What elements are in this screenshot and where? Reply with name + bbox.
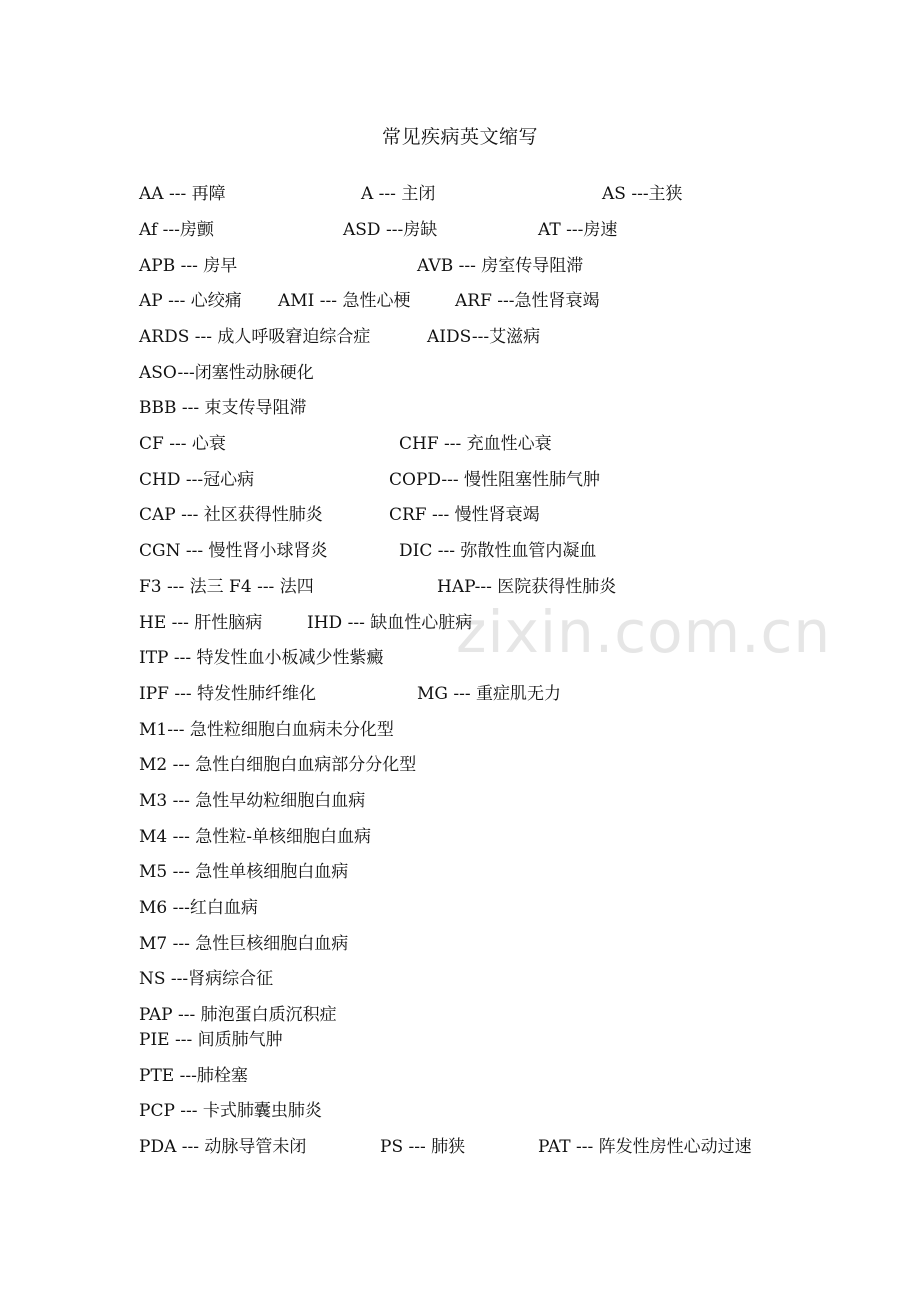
abbreviation-term: IPF --- 特发性肺纤维化 xyxy=(139,684,316,704)
abbreviation-term: PIE --- 间质肺气肿 xyxy=(139,1030,283,1050)
abbreviation-term: CGN --- 慢性肾小球肾炎 xyxy=(139,541,328,561)
document-title: 常见疾病英文缩写 xyxy=(381,126,538,148)
abbreviation-term: CF --- 心衰 xyxy=(139,434,226,454)
abbreviation-term: Af ---房颤 xyxy=(139,220,214,240)
abbreviation-term: ASD ---房缺 xyxy=(343,220,438,240)
abbreviation-term: APB --- 房早 xyxy=(139,256,238,276)
abbreviation-term: M6 ---红白血病 xyxy=(139,898,258,918)
abbreviation-term: M2 --- 急性白细胞白血病部分分化型 xyxy=(139,755,417,775)
abbreviation-term: PDA --- 动脉导管未闭 xyxy=(139,1137,307,1157)
abbreviation-term: BBB --- 束支传导阻滞 xyxy=(139,398,307,418)
abbreviation-term: M7 --- 急性巨核细胞白血病 xyxy=(139,934,349,954)
abbreviation-term: CHD ---冠心病 xyxy=(139,470,255,490)
abbreviation-term: PS --- 肺狭 xyxy=(380,1137,466,1157)
abbreviation-term: COPD--- 慢性阻塞性肺气肿 xyxy=(389,470,600,490)
abbreviation-term: AIDS---艾滋病 xyxy=(427,327,541,347)
abbreviation-term: PCP --- 卡式肺囊虫肺炎 xyxy=(139,1101,322,1121)
abbreviation-term: AA --- 再障 xyxy=(139,184,226,204)
abbreviation-term: M3 --- 急性早幼粒细胞白血病 xyxy=(139,791,366,811)
abbreviation-term: ASO---闭塞性动脉硬化 xyxy=(139,363,314,383)
abbreviation-term: CRF --- 慢性肾衰竭 xyxy=(389,505,540,525)
watermark: zixin.com.cn xyxy=(456,598,832,666)
abbreviation-term: A --- 主闭 xyxy=(361,184,436,204)
abbreviation-term: CHF --- 充血性心衰 xyxy=(399,434,552,454)
abbreviation-term: ARF ---急性肾衰竭 xyxy=(455,291,600,311)
abbreviation-term: PTE ---肺栓塞 xyxy=(139,1066,248,1086)
abbreviation-term: NS ---肾病综合征 xyxy=(139,969,274,989)
abbreviation-term: AS ---主狭 xyxy=(602,184,683,204)
abbreviation-term: M5 --- 急性单核细胞白血病 xyxy=(139,862,349,882)
abbreviation-term: AVB --- 房室传导阻滞 xyxy=(417,256,584,276)
abbreviation-term: PAT --- 阵发性房性心动过速 xyxy=(538,1137,752,1157)
abbreviation-term: AT ---房速 xyxy=(538,220,618,240)
abbreviation-term: HE --- 肝性脑病 xyxy=(139,613,263,633)
abbreviation-term: F3 --- 法三 F4 --- 法四 xyxy=(139,577,314,597)
abbreviation-term: M4 --- 急性粒-单核细胞白血病 xyxy=(139,827,372,847)
abbreviation-term: ARDS --- 成人呼吸窘迫综合症 xyxy=(139,327,371,347)
abbreviation-term: DIC --- 弥散性血管内凝血 xyxy=(399,541,597,561)
abbreviation-term: ITP --- 特发性血小板减少性紫癜 xyxy=(139,648,384,668)
abbreviation-term: PAP --- 肺泡蛋白质沉积症 xyxy=(139,1005,337,1025)
abbreviation-term: M1--- 急性粒细胞白血病未分化型 xyxy=(139,720,394,740)
abbreviation-term: AP --- 心绞痛 xyxy=(139,291,242,311)
abbreviation-term: CAP --- 社区获得性肺炎 xyxy=(139,505,323,525)
abbreviation-term: MG --- 重症肌无力 xyxy=(417,684,562,704)
abbreviation-term: HAP--- 医院获得性肺炎 xyxy=(437,577,617,597)
abbreviation-term: AMI --- 急性心梗 xyxy=(278,291,411,311)
abbreviation-term: IHD --- 缺血性心脏病 xyxy=(307,613,473,633)
